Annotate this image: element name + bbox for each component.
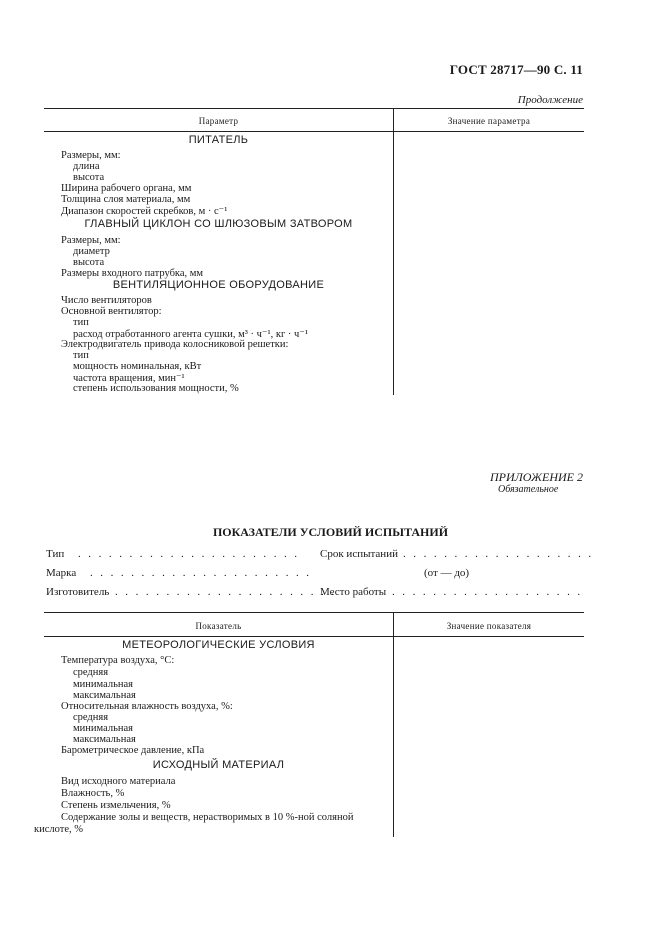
column-header-value: Значение показателя bbox=[446, 621, 532, 631]
continuation-label: Продолжение bbox=[517, 94, 583, 106]
type-label: Тип bbox=[46, 548, 65, 560]
maker-label: Изготовитель bbox=[46, 586, 110, 598]
table-row: Размеры входного патрубка, мм bbox=[61, 268, 204, 279]
table-row: Основной вентилятор: bbox=[61, 306, 162, 317]
table-row: Влажность, % bbox=[61, 788, 125, 799]
place-field-dots: . . . . . . . . . . . . . . . . . . . bbox=[392, 586, 583, 598]
column-header-value: Значение параметра bbox=[447, 116, 531, 126]
table-row: тип bbox=[73, 350, 89, 361]
table-row: Содержание золы и веществ, нерастворимых в 10 %-ной соляной bbox=[61, 812, 354, 823]
table-row: средняя bbox=[73, 667, 109, 678]
column-header-indicator: Показатель bbox=[195, 621, 242, 631]
type-field-dots: . . . . . . . . . . . . . . . . . . . . . . bbox=[78, 548, 300, 560]
table-row: мощность номинальная, кВт bbox=[73, 361, 202, 372]
table-row: степень использования мощности, % bbox=[73, 383, 239, 394]
table-row: минимальная bbox=[73, 723, 133, 734]
term-label: Срок испытаний bbox=[320, 548, 398, 560]
column-header-parameter: Параметр bbox=[198, 116, 239, 126]
table-header-border bbox=[44, 636, 584, 637]
appendix-label: ПРИЛОЖЕНИЕ 2 bbox=[490, 470, 583, 484]
appendix-title: ПОКАЗАТЕЛИ УСЛОВИЙ ИСПЫТАНИЙ bbox=[212, 525, 449, 539]
table-row: средняя bbox=[73, 712, 109, 723]
table-row: Барометрическое давление, кПа bbox=[61, 745, 205, 756]
table-row: Температура воздуха, °С: bbox=[61, 655, 175, 666]
section-title: ИСХОДНЫЙ МАТЕРИАЛ bbox=[152, 759, 285, 771]
table-row: расход отработанного агента сушки, м³ · ч⁻¹, кг · ч⁻¹ bbox=[73, 329, 308, 340]
table-top-border bbox=[44, 612, 584, 613]
appendix-status: Обязательное bbox=[498, 484, 559, 495]
table-row: кислоте, % bbox=[34, 824, 83, 835]
table-row: Толщина слоя материала, мм bbox=[61, 194, 191, 205]
table-row: Электродвигатель привода колосниковой решетки: bbox=[61, 339, 289, 350]
table-row: Степень измельчения, % bbox=[61, 800, 171, 811]
table-row: Относительная влажность воздуха, %: bbox=[61, 701, 233, 712]
table-column-divider bbox=[393, 612, 394, 837]
table-top-border bbox=[44, 108, 584, 109]
parameters-table bbox=[44, 108, 584, 395]
table-row: минимальная bbox=[73, 679, 133, 690]
table-row: Вид исходного материала bbox=[61, 776, 176, 787]
section-title: ГЛАВНЫЙ ЦИКЛОН СО ШЛЮЗОВЫМ ЗАТВОРОМ bbox=[84, 218, 353, 230]
brand-label: Марка bbox=[46, 567, 77, 579]
table-row: высота bbox=[73, 172, 105, 183]
section-title: ВЕНТИЛЯЦИОННОЕ ОБОРУДОВАНИЕ bbox=[112, 279, 325, 291]
table-row: частота вращения, мин⁻¹ bbox=[73, 373, 185, 384]
maker-field-dots: . . . . . . . . . . . . . . . . . . . . . . bbox=[115, 586, 337, 598]
table-row: Размеры, мм: bbox=[61, 150, 121, 161]
term-hint: (от — до) bbox=[424, 567, 470, 579]
table-row: Диапазон скоростей скребков, м · с⁻¹ bbox=[61, 206, 228, 217]
table-row: Размеры, мм: bbox=[61, 235, 121, 246]
brand-field-dots: . . . . . . . . . . . . . . . . . . . . . . bbox=[90, 567, 312, 579]
table-header-border bbox=[44, 131, 584, 132]
section-title: ПИТАТЕЛЬ bbox=[188, 134, 249, 146]
section-title: МЕТЕОРОЛОГИЧЕСКИЕ УСЛОВИЯ bbox=[122, 639, 315, 651]
term-field-dots: . . . . . . . . . . . . . . . . . . . bbox=[403, 548, 594, 560]
table-row: Ширина рабочего органа, мм bbox=[61, 183, 192, 194]
table-row: максимальная bbox=[73, 734, 136, 745]
table-row: Число вентиляторов bbox=[61, 295, 152, 306]
table-row: длина bbox=[73, 161, 100, 172]
table-row: максимальная bbox=[73, 690, 136, 701]
table-row: высота bbox=[73, 257, 105, 268]
table-row: диаметр bbox=[73, 246, 110, 257]
place-label: Место работы bbox=[320, 586, 387, 598]
page-header-code: ГОСТ 28717—90 С. 11 bbox=[449, 62, 583, 77]
table-column-divider bbox=[393, 108, 394, 395]
table-row: тип bbox=[73, 317, 89, 328]
test-conditions-table bbox=[34, 612, 584, 837]
